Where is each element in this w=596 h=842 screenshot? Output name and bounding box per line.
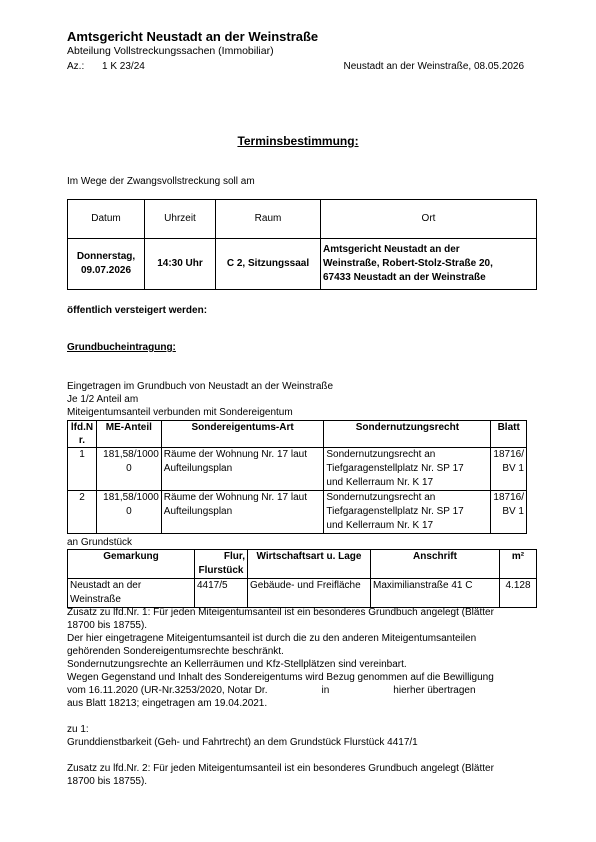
col-anschrift: Anschrift xyxy=(371,550,500,579)
cell-art xyxy=(161,491,324,534)
blatt-line: BV 1 xyxy=(502,506,524,517)
cell-anschrift: Maximilianstraße 41 C xyxy=(371,579,500,608)
anteil-line: 181,58/1000 xyxy=(103,492,159,503)
snr-line: Sondernutzungsrecht an xyxy=(326,492,436,503)
note-fragment: hierher übertragen xyxy=(393,685,476,696)
note-line xyxy=(67,684,539,697)
snr-line: Tiefgaragenstellplatz Nr. SP 17 xyxy=(326,506,464,517)
an-grundstueck-label: an Grundstück xyxy=(67,537,133,548)
flur-header-line: Flur, xyxy=(223,551,245,562)
col-me-anteil: ME-Anteil xyxy=(96,421,161,448)
note-fragment: in xyxy=(321,685,330,696)
cell-anteil xyxy=(96,491,161,534)
court-name: Amtsgericht Neustadt an der Weinstraße xyxy=(67,29,319,44)
cell-blatt xyxy=(491,448,527,491)
art-line: Aufteilungsplan xyxy=(163,463,233,474)
snr-line: Tiefgaragenstellplatz Nr. SP 17 xyxy=(326,463,464,474)
cell-anteil xyxy=(96,448,161,491)
ort-line: Weinstraße, Robert-Stolz-Straße 20, xyxy=(323,258,493,269)
file-number: 1 K 23/24 xyxy=(102,61,145,72)
document-title: Terminsbestimmung: xyxy=(237,134,359,148)
auction-text: öffentlich versteigert werden: xyxy=(67,305,208,316)
cell-sondernutzung xyxy=(324,448,491,491)
anteil-line: 0 xyxy=(126,463,132,474)
termin-ort xyxy=(321,239,537,290)
note-line: Der hier eingetragene Miteigentumsanteil ist durch die zu den anderen Miteigentumsanteilen xyxy=(67,633,477,644)
art-line: Aufteilungsplan xyxy=(163,506,233,517)
note-line: Sondernutzungsrechte an Kellerräumen und Kfz-Stellplätzen sind vereinbart. xyxy=(67,659,407,670)
cell-nr: 1 xyxy=(68,448,97,491)
note-fragment: vom 16.11.2020 (UR-Nr.3253/2020, Notar Dr. xyxy=(67,685,268,696)
cell-blatt xyxy=(491,491,527,534)
blatt-line: BV 1 xyxy=(502,463,524,474)
col-wirtschaftsart: Wirtschaftsart u. Lage xyxy=(248,550,371,579)
col-datum: Datum xyxy=(68,200,145,239)
cell-nr: 2 xyxy=(68,491,97,534)
grundbuch-line: Eingetragen im Grundbuch von Neustadt an der Weinstraße xyxy=(67,381,334,392)
ort-line: 67433 Neustadt an der Weinstraße xyxy=(323,272,486,283)
file-number-label: Az.: xyxy=(67,61,85,72)
note-line: Zusatz zu lfd.Nr. 2: Für jeden Miteigentumsanteil ist ein besonderes Grundbuch angelegt (Blätter xyxy=(67,763,494,774)
notes-section xyxy=(67,606,539,788)
grundbuch-line: Je 1/2 Anteil am xyxy=(67,394,139,405)
department: Abteilung Vollstreckungssachen (Immobiliar) xyxy=(67,45,274,57)
table-header-row xyxy=(68,421,527,448)
anteil-line: 181,58/1000 xyxy=(103,449,159,460)
cell-qm: 4.128 xyxy=(500,579,537,608)
termin-table xyxy=(67,199,537,290)
cell-flur: 4417/5 xyxy=(195,579,248,608)
termin-uhrzeit: 14:30 Uhr xyxy=(145,239,216,290)
note-line: aus Blatt 18213; eingetragen am 19.04.2021. xyxy=(67,698,268,709)
cell-wirtschaftsart: Gebäude- und Freifläche xyxy=(248,579,371,608)
blatt-line: 18716/ xyxy=(493,449,524,460)
ort-line: Amtsgericht Neustadt an der xyxy=(323,244,460,255)
snr-line: und Kellerraum Nr. K 17 xyxy=(326,520,434,531)
place-date: Neustadt an der Weinstraße, 08.05.2026 xyxy=(343,61,524,72)
snr-line: Sondernutzungsrecht an xyxy=(326,449,436,460)
termin-raum: C 2, Sitzungssaal xyxy=(216,239,321,290)
art-line: Räume der Wohnung Nr. 17 laut xyxy=(163,449,308,460)
note-line: 18700 bis 18755). xyxy=(67,776,148,787)
table-row xyxy=(68,491,527,534)
col-flur xyxy=(195,550,248,579)
note-line: zu 1: xyxy=(67,724,89,735)
gemarkung-line: Neustadt an der xyxy=(70,580,142,591)
table-row xyxy=(68,448,527,491)
table-row xyxy=(68,239,537,290)
table-row xyxy=(68,579,537,608)
col-qm: m² xyxy=(500,550,537,579)
cell-gemarkung xyxy=(68,579,195,608)
col-blatt: Blatt xyxy=(491,421,527,448)
col-lfd-nr: lfd.N r. xyxy=(68,421,97,448)
art-line: Räume der Wohnung Nr. 17 laut xyxy=(163,492,308,503)
note-line: Grunddienstbarkeit (Geh- und Fahrtrecht) an dem Grundstück Flurstück 4417/1 xyxy=(67,737,418,748)
note-line: 18700 bis 18755). xyxy=(67,620,148,631)
miteigentum-table xyxy=(67,420,527,534)
datum-weekday: Donnerstag, xyxy=(76,251,136,262)
note-line: gehörenden Sondereigentumsrechte beschränkt. xyxy=(67,646,284,657)
flur-header-line: Flurstück xyxy=(198,565,244,576)
table-header-row xyxy=(68,550,537,579)
anteil-line: 0 xyxy=(126,506,132,517)
snr-line: und Kellerraum Nr. K 17 xyxy=(326,477,434,488)
note-line: Zusatz zu lfd.Nr. 1: Für jeden Miteigentumsanteil ist ein besonderes Grundbuch angelegt (Blätter xyxy=(67,607,494,618)
col-ort: Ort xyxy=(321,200,537,239)
gemarkung-line: Weinstraße xyxy=(70,594,121,605)
note-line: Wegen Gegenstand und Inhalt des Sondereigentums wird Bezug genommen auf die Bewilligung xyxy=(67,672,494,683)
grundbuch-line: Miteigentumsanteil verbunden mit Sondereigentum xyxy=(67,407,293,418)
col-sondernutzungsrecht: Sondernutzungsrecht xyxy=(324,421,491,448)
grundstueck-table xyxy=(67,549,537,608)
cell-art xyxy=(161,448,324,491)
col-sondereigentums-art: Sondereigentums-Art xyxy=(161,421,324,448)
grundbuch-heading: Grundbucheintragung: xyxy=(67,342,176,353)
intro-text: Im Wege der Zwangsvollstreckung soll am xyxy=(67,176,255,187)
col-uhrzeit: Uhrzeit xyxy=(145,200,216,239)
cell-sondernutzung xyxy=(324,491,491,534)
col-raum: Raum xyxy=(216,200,321,239)
termin-datum xyxy=(68,239,145,290)
datum-date: 09.07.2026 xyxy=(80,265,132,276)
blatt-line: 18716/ xyxy=(493,492,524,503)
table-header-row xyxy=(68,200,537,239)
col-gemarkung: Gemarkung xyxy=(68,550,195,579)
